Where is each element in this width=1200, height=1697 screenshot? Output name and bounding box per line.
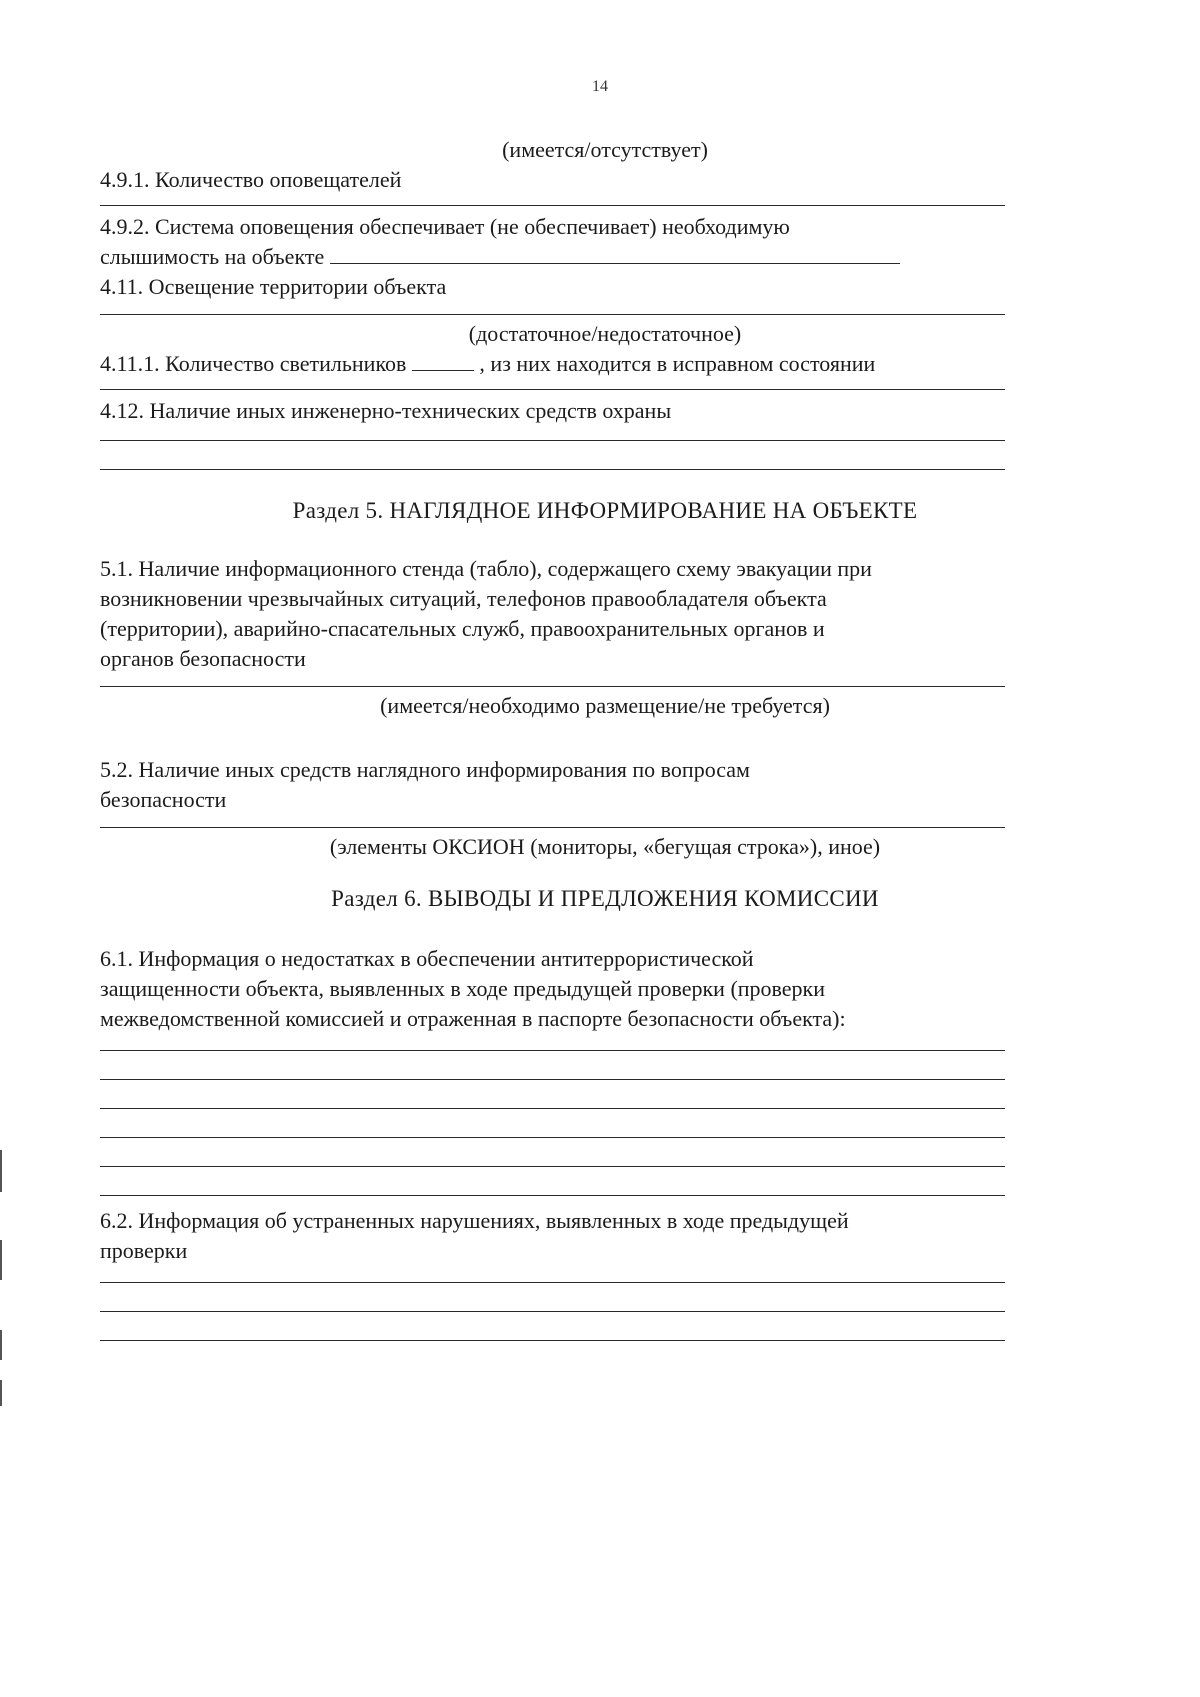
item-5-2-line: безопасности	[100, 787, 227, 812]
fill-line	[100, 389, 1005, 390]
fill-blank-lamp-count	[412, 350, 474, 371]
section-5-title: Раздел 5. НАГЛЯДНОЕ ИНФОРМИРОВАНИЕ НА ОБЪЕКТЕ	[292, 498, 918, 523]
item-4-11-1	[100, 349, 1110, 379]
fill-line	[100, 205, 1005, 206]
fill-line	[100, 440, 1005, 441]
fill-line	[100, 469, 1005, 470]
fill-line	[100, 827, 1005, 828]
fill-line	[100, 1311, 1005, 1312]
page-number: 14	[592, 78, 608, 95]
section-6-title: Раздел 6. ВЫВОДЫ И ПРЕДЛОЖЕНИЯ КОМИССИИ	[331, 886, 879, 911]
fill-line	[100, 686, 1005, 687]
fill-line	[100, 1195, 1005, 1196]
fill-line	[100, 1166, 1005, 1167]
fill-line	[100, 1050, 1005, 1051]
item-6-1-line: защищенности объекта, выявленных в ходе предыдущей проверки (проверки	[100, 976, 826, 1001]
item-6-1-line: 6.1. Информация о недостатках в обеспечении антитеррористической	[100, 946, 754, 971]
item-6-1-line: межведомственной комиссией и отраженная в паспорте безопасности объекта):	[100, 1006, 846, 1031]
item-4-12: 4.12. Наличие иных инженерно-технических средств охраны	[100, 398, 672, 423]
item-4-9-2-line2	[100, 242, 1110, 272]
item-6-2-line: проверки	[100, 1238, 188, 1263]
item-5-1-line: 5.1. Наличие информационного стенда (табло), содержащего схему эвакуации при	[100, 556, 872, 581]
fill-line	[100, 314, 1005, 315]
fill-line	[100, 1282, 1005, 1283]
item-6-1	[100, 944, 1110, 1034]
scan-edge-mark	[0, 1380, 2, 1406]
caption-lighting: (достаточное/недостаточное)	[468, 321, 742, 346]
document-body	[100, 135, 1110, 1341]
caption-means: (элементы ОКСИОН (мониторы, «бегущая строка»), иное)	[329, 834, 881, 859]
item-5-1-line: (территории), аварийно-спасательных служб, правоохранительных органов и	[100, 616, 825, 641]
item-4-11-1-text-a: 4.11.1. Количество светильников	[100, 351, 407, 376]
item-5-1-line: возникновении чрезвычайных ситуаций, телефонов правообладателя объекта	[100, 586, 827, 611]
caption-alarm-presence: (имеется/отсутствует)	[502, 137, 708, 162]
fill-line	[100, 1137, 1005, 1138]
item-4-9-2-text: слышимость на объекте	[100, 244, 325, 269]
item-6-2-line: 6.2. Информация об устраненных нарушениях, выявленных в ходе предыдущей	[100, 1208, 849, 1233]
fill-line	[100, 1340, 1005, 1341]
fill-line	[100, 1079, 1005, 1080]
item-4-9-2-line1: 4.9.2. Система оповещения обеспечивает (не обеспечивает) необходимую	[100, 214, 790, 239]
item-5-1	[100, 554, 1110, 674]
item-4-11: 4.11. Освещение территории объекта	[100, 274, 447, 299]
scan-edge-mark	[0, 1330, 2, 1360]
item-5-1-line: органов безопасности	[100, 646, 306, 671]
item-5-2	[100, 755, 1110, 815]
scan-edge-mark	[0, 1150, 2, 1192]
fill-blank-audibility	[330, 243, 900, 264]
item-4-11-1-text-b: , из них находится в исправном состоянии	[479, 351, 876, 376]
scan-edge-mark	[0, 1240, 2, 1280]
item-5-2-line: 5.2. Наличие иных средств наглядного информирования по вопросам	[100, 757, 750, 782]
item-4-9-1: 4.9.1. Количество оповещателей	[100, 167, 402, 192]
caption-stand: (имеется/необходимо размещение/не требуется)	[380, 693, 830, 718]
fill-line	[100, 1108, 1005, 1109]
item-6-2	[100, 1206, 1110, 1266]
